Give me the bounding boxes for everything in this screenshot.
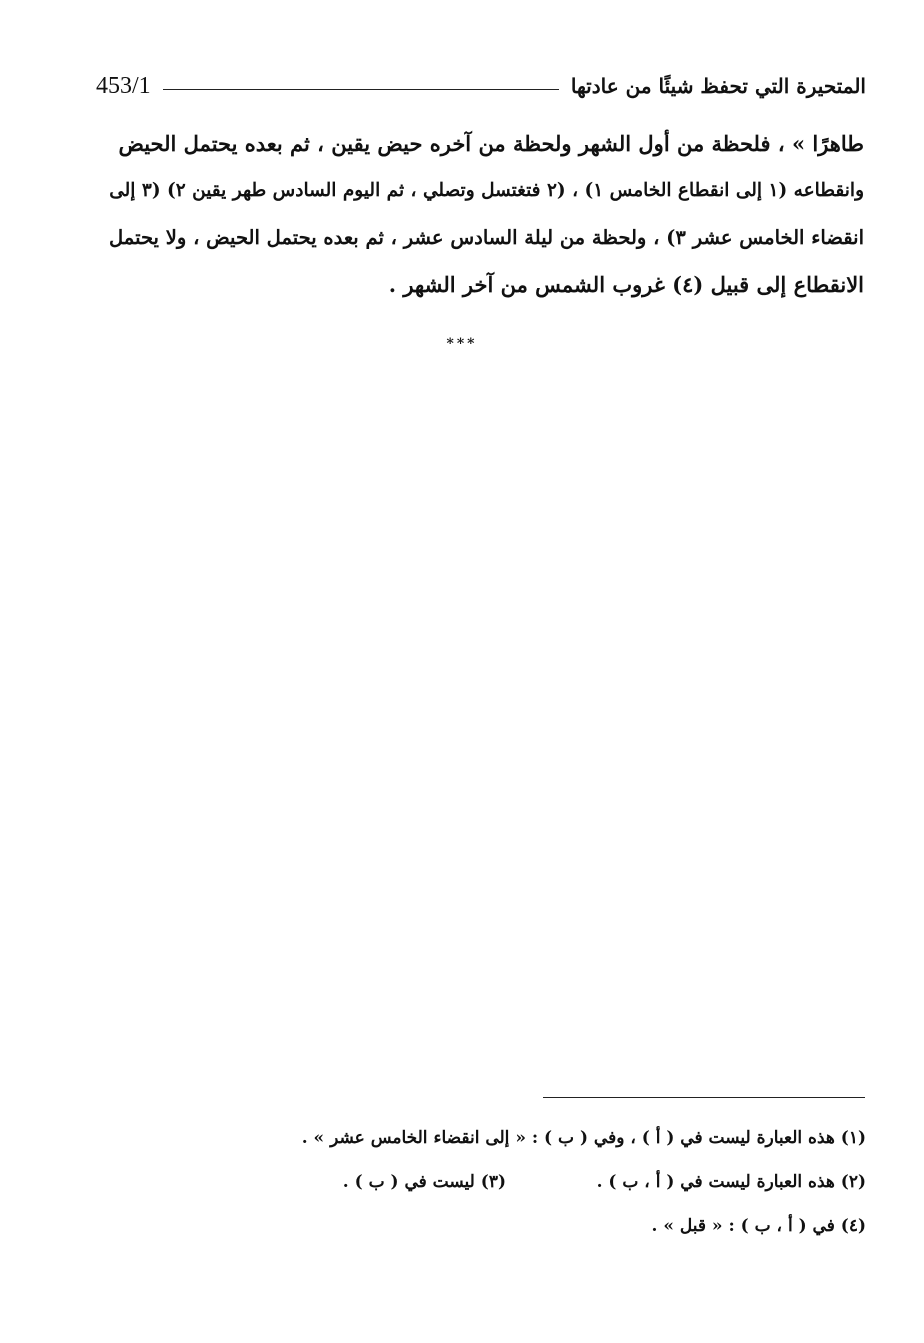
header-title: المتحيرة التي تحفظ شيئًا من عادتها — [570, 74, 866, 98]
running-header — [96, 68, 866, 104]
body-line-2: وانقطاعه (١ إلى انقطاع الخامس ١) ، (٢ فتغتسل وتصلي ، ثم اليوم السادس طهر يقين ٢) (٣ إلى — [109, 180, 864, 201]
main-paragraph — [98, 120, 864, 308]
footnote-row-1 — [200, 1118, 866, 1162]
body-line-4: الانقطاع إلى قبيل (٤) غروب الشمس من آخر الشهر . — [388, 272, 864, 297]
footnotes — [200, 1118, 866, 1250]
footnote-1: (١) هذه العبارة ليست في ( أ ) ، وفي ( ب ) : « إلى انقضاء الخامس عشر » . — [301, 1128, 866, 1148]
header-rule — [163, 89, 559, 90]
body-line-3: انقضاء الخامس عشر ٣) ، ولحظة من ليلة السادس عشر ، ثم بعده يحتمل الحيض ، ولا يحتمل — [109, 226, 864, 249]
body-line-1: طاهرًا » ، فلحظة من أول الشهر ولحظة من آخره حيض يقين ، ثم بعده يحتمل الحيض — [118, 131, 864, 156]
footnote-4: (٤) في ( أ ، ب ) : « قبل » . — [651, 1216, 866, 1236]
footnote-row-3 — [200, 1206, 866, 1250]
page-number: 453/1 — [96, 72, 151, 99]
footnote-2: (٢) هذه العبارة ليست في ( أ ، ب ) . — [596, 1172, 866, 1192]
footnote-3: (٣) ليست في ( ب ) . — [342, 1172, 506, 1192]
footnote-row-2 — [200, 1162, 866, 1206]
footnote-rule — [543, 1097, 865, 1098]
section-separator: *** — [446, 336, 478, 352]
